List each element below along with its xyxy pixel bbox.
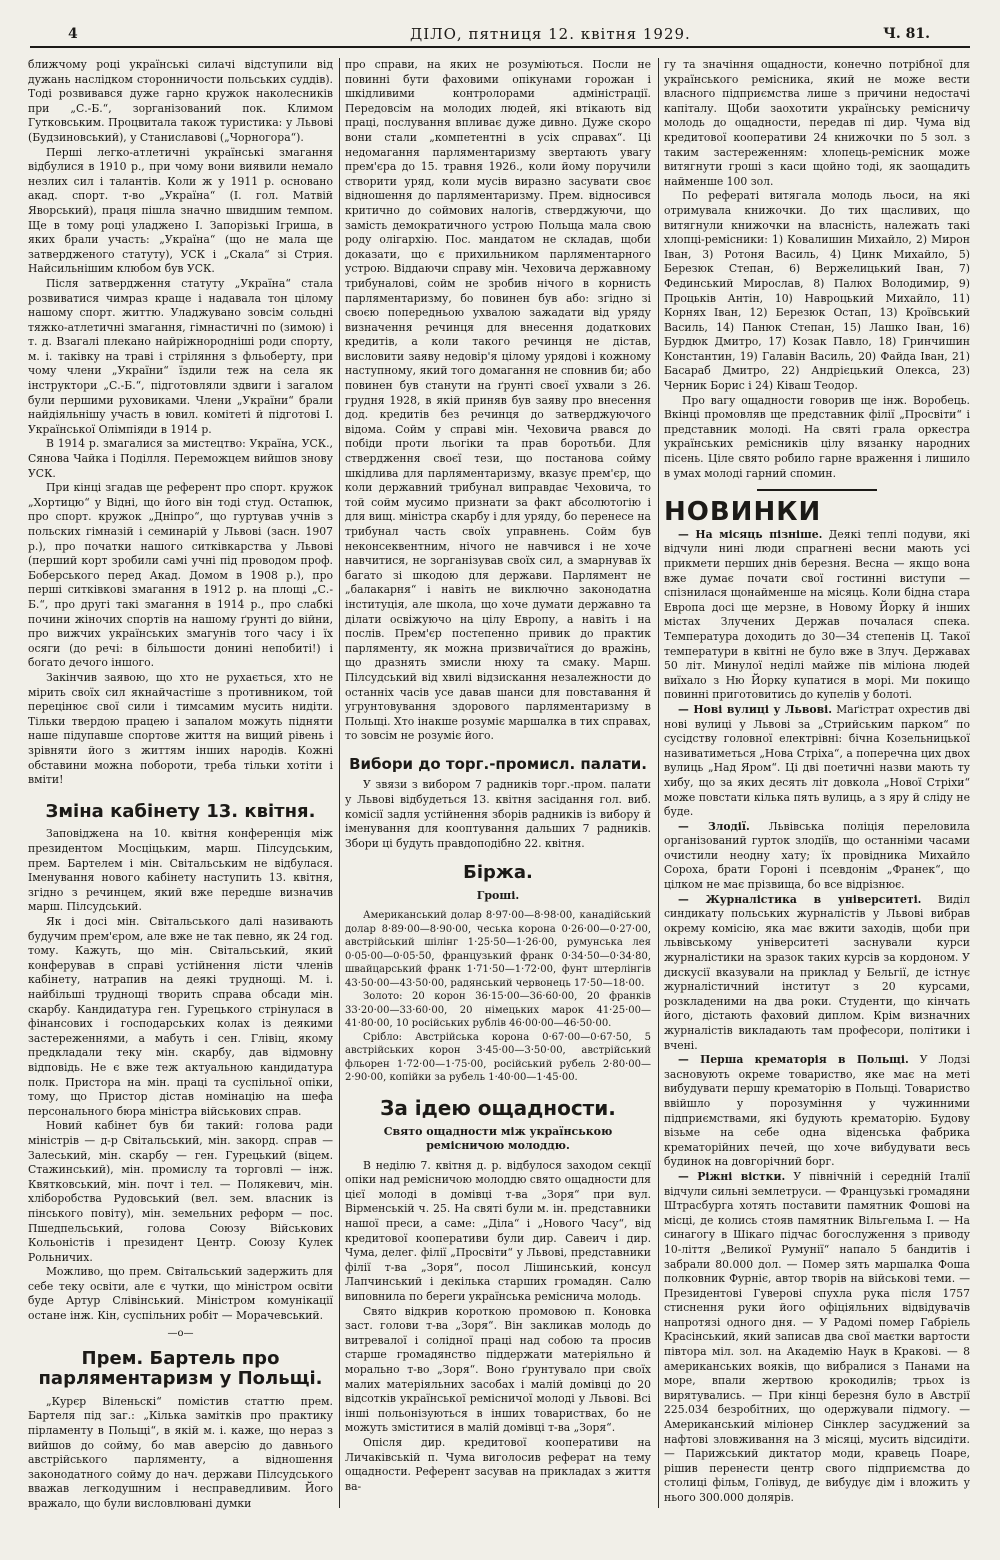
news-item-text: Виділ синдикату польських журналістів у Львові вибрав окрему комісію, яка має вжити заходів, щоби при львівському університеті заснували курси журналістики на зразок таких курсів за кордоном. У дискусії вказували на приклад у Бельгії, де істнує журналістичний інститут з 20 курсами, розкладеними на два роки. Студенти, що кінчать його, дістають фаховий диплом. Крім визначних журналістів викладають там професори, політики і вчені.: [664, 892, 970, 1052]
column-divider: [339, 58, 340, 1508]
article-paragraph: Заповіджена на 10. квітня конференція між президентом Мосціцьким, марш. Пілсудським, прем. Бартелем і мін. Світальським не відбулася. Іменування нового кабінету наступить 13. квітня, згідно з речинцем, який вже передше визначив марш. Пілсудський.: [28, 827, 333, 914]
news-item-text: У північній і середній Італії відчули сильні землетруси. — Французькі громадяни Штрасбурга хотять поставити памятник Фошові на місці, де колись стояв памятник Вільгельма І. — На синагогу в Шікаго підчас богослуження з приводу 10-ліття „Великої Румунії“ напало 5 бандитів і забрали 80.000 дол. — Помер зять маршалка Фоша полковник Фурніє, автор творів на військові теми. — Президентові Гуверові спухла рука після 1757 стиснення руки його офіціяльних відвідувачів напротязі одного дня. — У Радомі помер Габріель Красінський, який записав два свої маєтки вартости півтора міл. зол. на Академію Наук в Кракові. — 8 американських вояків, що вибралися з Панами на море, впали жертвою крокодилів; трьох із вирятувались. — При кінці березня було в Австрії 225.034 безробітних, що одержували підмогу. — Американський міліонер Сінклер засуджений за нафтові зловживання на 3 місяці, мусить відсидіти. — Парижський диктатор моди, кравець Поаре, рішив перенести центр свого підприємства до столиці фільм, Голівуд, де вибудує дім і вложить у нього 300.000 долярів.: [664, 1169, 971, 1504]
article-paragraph: Про вагу ощадности говорив ще інж. Воробець. Вкінці промовляв ще представник філії „Просвіти“ і представник молоді. На святі грала оркестра українських ремісників цілу вязанку народних пісень. Ціле свято робило гарне враження і лишило в умах молоді гарний спомин.: [664, 393, 970, 480]
section-divider: [757, 489, 877, 491]
article-paragraph: ближчому році українські силачі відступили від дужань наслідком сторонничости польських суддів). Тоді розвивався дуже гарно кружок наколесників при „С.-Б.“, зорганізований пок. Климом Гутковським. Процвитала також туристика: у Львові (Будзиновський), у Станиславові („Чорногора“).: [28, 58, 333, 144]
newspaper-title: ДІЛО, пятниця 12. квітня 1929.: [410, 25, 691, 43]
article-paragraph: У звязи з вибором 7 радників торг.-пром. палати у Львові відбудеться 13. квітня засідання гол. виб. комісії задля устійнення зборів радників із вибору й іменування для кооптування дальших 7 радників. Збори ці будуть правдоподібно 22. квітня.: [345, 778, 651, 850]
news-item-title: — На місяць пізніше.: [678, 527, 823, 541]
bourse-gold: Золото: 20 корон 36·15·00—36·60·00, 20 франків 33·20·00—33·60·00, 20 німецьких марок 41·25·00—41·80·00, 10 російських рублів 46·00·00—46·50·00.: [345, 991, 651, 1030]
news-item: [664, 820, 970, 893]
headline-thrift: За ідею ощадности.: [380, 1095, 616, 1120]
news-item: [664, 703, 970, 820]
article-paragraph: Після затвердження статуту „Україна“ стала розвиватися чимраз краще і надавала тон цілому нашому спорт. життю. Уладжувано зовсім сольдні тяжко-атлетичні змагання, гімнастичні по (зимою) і т. д. Взагалі плекано найріжнородніші роди спорту, м. і. таківку на траві і стріляння з фльоберту, при чому члени „України“ їздили теж на села як інструктори „С.-Б.“, підготовляли здвиги і загалом були першими руховиками. Члени „України“ брали найдіяльнішу участь в ювил. комітеті й підготові І. Української Олімпіяди в 1914 р.: [28, 276, 333, 436]
bourse-rates: [345, 909, 651, 1085]
news-item: [664, 893, 970, 1054]
article-paragraph: Новий кабінет був би такий: голова ради міністрів — д-р Світальський, мін. закорд. справ — Залеський, мін. скарбу — ген. Гурецький (віцем. Стажинський), мін. промислу та торговлі — інж. Квятковський, мін. почт і тел. — Полякевич, мін. хліборобства Рудовський (вел. зем. власник із пінського повіту), мін. земельних реформ — пос. Пшедпельський, голова Союзу Військових Кольоністів і президент Центр. Союзу Кулек Рольничих.: [28, 1119, 333, 1264]
article-paragraph: гу та значіння ощадности, конечно потрібної для українського ремісника, який не може вести власного підприємства лише з причини недостачі капіталу. Щоби заохотити українську ремісничу молодь до ощадности, передав пі дир. Чума від кредитової кооперативи 24 книжочки по 5 зол. з таким застереженням: хлопець-ремісник може витягнути гроші з каси щойно тоді, як заощадить найменше 100 зол.: [664, 58, 970, 188]
article-paragraph: В неділю 7. квітня д. р. відбулося заходом секції опіки над ремісничою молоддю свято ощадности для цієї молоді в домівці т-ва „Зоря“ при вул. Вірменській ч. 25. На святі були м. ін. представники нашої преси, а саме: „Діла“ і „Нового Часу“, від кредитової кооперативи були дир. Савеич і дир. Чума, делег. філії „Просвіти“ у Львові, представники філії т-ва „Зоря“, посол Лішинський, консул Лапчинський і декілька старших громадян. Салю виповнила по береги українська ремісничa молодь.: [345, 1158, 651, 1304]
article-paragraph: Закінчив заявою, що хто не рухається, хто не мірить своїх сил якнайчастіше з противником, той перецінює свої сили і тимсамим мусить нидіти. Тільки твердою працею і запалом можуть підняти наше підупавше спортове життя на вищий рівень і зрівняти його з життям інших народів. Кожні обставини можна побороти, треба тільки хотіти і вміти!: [28, 670, 333, 787]
headline-bartel-parliament: Прем. Бартель про парляментаризм у Польщі.: [38, 1348, 323, 1390]
page-number: 4: [68, 26, 78, 42]
article-paragraph: По рефераті витягала молодь льоси, на які отримувала книжочки. До тих щасливих, що витягнули книжочки на власність, належать такі хлопці-ремісники: 1) Ковалишин Михайло, 2) Мирон Іван, 3) Ротоня Василь, 4) Цинк Михайло, 5) Березюк Степан, 6) Вержелицький Іван, 7) Фединський Мирослав, 8) Палюх Володимир, 9) Процьків Антін, 10) Навроцький Михайло, 11) Корнях Іван, 12) Березюк Остап, 13) Кроївський Василь, 14) Панюк Степан, 15) Лашко Іван, 16) Бурдюк Дмитро, 17) Козак Павло, 18) Гринчишин Константин, 19) Галавін Василь, 20) Файда Іван, 21) Басараб Дмитро, 22) Андрієцький Олекса, 23) Черник Борис і 24) Ківаш Теодор.: [664, 189, 970, 393]
news-item: [664, 1170, 970, 1506]
news-item-title: — Ріжні вістки.: [678, 1169, 786, 1183]
column-3: [664, 58, 970, 1506]
bourse-subheading: Гроші.: [476, 889, 520, 903]
news-item-text: У Лодзі засновують окреме товариство, яке має на меті вибудувати першу крематорію в Польщі. Товариство ввійшло у порозуміння у чужинними підприємствами, які будують крематорію. Будову візьме на себе одна віденська фабрика крематорійних печей, що хоче вибудувати весь будинок на довгорічний борг.: [664, 1053, 970, 1169]
headline-chamber-elections: Вибори до торг.-промисл. палати.: [349, 754, 647, 773]
news-item-title: — Нові вулиці у Львові.: [678, 702, 832, 716]
news-item-title: — Перша крематорія в Польщі.: [678, 1053, 909, 1067]
article-paragraph: Як і досі мін. Світальського далі називають будучим прем'єром, але вже не так певно, як 24 год. тому. Кажуть, що мін. Світальський, який конферував в справі устійнення лісти членів кабінету, натрапив на деякі труднощі. М. і. найбільші труднощі творить справа обсади мін. скарбу. Кандидатура ген. Гурецького стрінулася в фінансових і господарських колах із деякими застереженнями, а мабуть і сен. Глівіц, якому предкладали теку мін. скарбу, дав відмовну відповідь. Не є вже теж актуальною кандидатура полк. Пристора на мін. праці та суспільної опіки, тому, що Пристор дістав номінацію на шефа персонального бюра міністра військових справ.: [28, 915, 333, 1118]
news-item-title: — Журналістика в університеті.: [678, 892, 922, 906]
article-paragraph: В 1914 р. змагалися за мистецтво: Україна, УСК., Сянова Чайка і Поділля. Переможцем вийшов знову УСК.: [28, 437, 333, 480]
article-paragraph: Опісля дир. кредитової кооперативи на Личаківській п. Чума виголосив реферат на тему ощадности. Референт засував на прикладах з життя ва-: [345, 1435, 651, 1493]
news-item-text: Деякі теплі подуви, які відчули нині люди спрагнені весни мають усі прикмети перших днів березня. Весна — якщо вона вже думає почати свої гостинні виступи — спізнилася щонайменше на місяць. Коли бідна стара Европа досі ще мерзне, в Новому Йорку й інших містах Злучених Держав почалася спека. Температура доходить до 30—34 степенів Ц. Такої температури в квітні не було вже в Злуч. Державах 50 літ. Минулої неділі майже пів міліона людей виїхало з Ню Йорку купатися в морі. Ми покищо повинні приготовитись до купелів у болоті.: [664, 527, 970, 702]
article-paragraph: При кінці згадав ще референт про спорт. кружок „Хортицю“ у Відні, що його він тоді студ. Остапюк, про спорт. кружок „Дніпро“, що гуртував учнів з польских гімназій і семинарій у Львові (засн. 1907 р.), про початки нашого ситківкарства у Львові (перший корт зробили самі учні під проводом проф. Боберського перед Акад. Домом в 1908 р.), про перші ситківкові змагання в 1912 р. на площі „С.-Б.“, про другі такі змагання в 1914 р., про слабкі почини жіночих спортів на нашому ґрунті до війни, про вижчих українських змагунів того часу і їх осяги (до речі: в більшости донині непобиті!) і богато дечого іншого.: [28, 481, 333, 670]
thrift-subheading: Свято ощадности між українською ремісничою молоддю.: [383, 1124, 613, 1152]
news-item: [664, 1053, 970, 1170]
headline-bourse: Біржа.: [463, 862, 533, 884]
page-header: [30, 22, 970, 48]
article-paragraph: „Курєр Віленьскі“ помістив статтю прем. Бартеля під заг.: „Кілька замітків про практику пірламенту в Польщі“, в якій м. і. каже, що нераз з вийшов до сойму, бо мав аверсію до давнього австрійського парляменту, а відношення законодатного сойму до нач. держави Пілсудського вважав легкодушним і несправедливим. Його вражало, що були висловлювані думки: [28, 1394, 333, 1511]
column-2: [345, 58, 651, 1494]
bourse-currencies: Американський долар 8·97·00—8·98·00, канадійський долар 8·89·00—8·90·00, чеська корона 0·26·00—0·27·00, австрійський шілінг 1·25·50—1·26·00, румунська лея 0·05·00—0·05·50, французький франк 0·34·50—0·34·80, швайцарський франк 1·71·50—1·72·00, фунт штерлінгів 43·50·00—43·50·00, радянський червонець 17·50—18·00.: [345, 910, 651, 989]
news-item-text: Львівська поліція переловила організований гурток злодіїв, що останніми часами очистили неодну хату; їх провідника Михайло Сороха, брати Гороні і псевдонім „Франек“, що цілком не має прізвища, бо все відрізнює.: [664, 819, 970, 892]
column-divider: [658, 58, 659, 1508]
bourse-silver: Срібло: Австрійська корона 0·67·00—0·67·50, 5 австрійських корон 3·45·00—3·50·00, австрійський фльорен 1·72·00—1·75·00, російський рубель 2·80·00—2·90·00, копійки за рубель 1·40·00—1·45·00.: [345, 1031, 651, 1084]
article-paragraph: Свято відкрив короткою промовою п. Коновка заст. голови т-ва „Зоря“. Він закликав молодь до витревалої і солідної праці над собою та просив старше громадянство піддержати матеріяльно й морально т-во „Зоря“. Воно ґрунтувало при своїх малих матеріяльних засобах і малій домівці до 20 відсотків українськoї ремісничої молоді у Львові. Всі інші польонізуються в інших товариствах, бо не можуть зміститися в малій домівці т-ва „Зоря“.: [345, 1304, 651, 1435]
article-paragraph: Можливо, що прем. Світальський задержить для себе теку освіти, але є чутки, що міністром освіти буде Артур Слівінський. Міністром комунікації остане інж. Кін, суспільних робіт — Морачевський.: [28, 1265, 333, 1323]
news-item-title: — Злодії.: [678, 819, 750, 833]
article-paragraph: Перші легко-атлетичні українські змагання відбулися в 1910 р., при чому вони виявили немало незлих сил і талантів. Коли ж у 1911 р. основано акад. спорт. т-во „Україна“ (І. гол. Матвій Яворський), праця пішла значно швидшим темпом. Ще в тому році уладжено І. Запорізькі Ігриша, в яких брали участь: „Україна“ (що не мала ще затвердженого статуту), УСК і „Скала“ зі Стрия. Найсильнішим клюбом був УСК.: [28, 145, 333, 276]
news-item-text: Маґістрат охрестив дві нові вулиці у Львові за „Стрийським парком“ по сусідству головної електрівні: бічна Козельницької називатиметься „Нова Стріха“, а поперечна цих двох вулиць „Над Яром“. Ці дві поетичні назви мають ту хибу, що за яких десять літ довкола „Нової Стріхи“ може повстати кілька пять вулиць, а з яру й сліду не буде.: [664, 702, 971, 819]
section-separator: —о—: [167, 1327, 194, 1339]
headline-cabinet-change: Зміна кабінету 13. квітня.: [45, 800, 316, 822]
news-list: [664, 528, 970, 1506]
news-section-title: НОВИНКИ: [664, 497, 822, 528]
column-1: [28, 58, 333, 1512]
article-paragraph: про справи, на яких не розуміються. Посли не повинні бути фаховими опікунами горожан і шкідливими контролорами адміністрації. Передовсім на молодих людей, які втікають від праці, послування впливає дуже дивно. Дуже скоро вони стали „компетентні в усіх справах“. Ці недомагання парляментаризму звертають увагу прем'єра до 15. травня 1926., коли йому поручили створити уряд, коли мусів виразно засувати своє відношення до парляментаризму. Прем. відносився критично до соймових налогів, стверджуючи, що замість демократичного устрою Польща мала свою роду олігархію. Пос. мандатом не складав, щоби доказати, що є прихильником парляментарного устрою. Віддаючи справу мін. Чеховича державному трибуналові, сойм не зробив нічого в корнисть парляментаризму, бо повинен був або: згідно зі своєю попередньою ухвалою зажадати від уряду визначення речинця для внесення додаткових кредитів, а коли такого речинця не дістав, висловити заяву недовір'я цілому урядові і кожному наступному, який того домагання не сповнив би; або повинен був станути на ґрунті своєї ухвали з 26. грудня 1928, в якій приняв був заяву про внесення дод. кредитів без речинця до затверджуючого відома. Сойм у справі мін. Чеховича рвався до побіди проти льогіки та прав боротьби. Для ствердження своєї тези, що постанова сойму шкідлива для парляментаризму, вказує прем'єр, що коли державний трибунал виправдає Чеховича, то той сойм мусимо признати за факт абсолютогію і для вищ. міністра скарбу і для уряду, бо перенесе на трибунал часть своїх управнень. Сойм був неконсеквентним, нічого не навчився і не хоче навчитися, не зорганізував своїх сил, а змарнував їх багато зі шкодою для держави. Парлямент не „балакарня“ і навіть не виключно законодатна інституція, але школа, що хоче думати державно та ділати освіжуючо на цілу Европу, а навіть і на послів. Прем'єр постепенно привик до практик парляменту, як можна призвичаїтися до вражінь, що дразнять змисли нюху та смаку. Марш. Пілсудський від хвилі відзискання незалежности до останніх часів усе давав шанси для повставання й угрунтовування здорового парляментаризму в Польщі. Хто інакше розуміє маршалка в тих справах, то зовсім не розуміє його.: [345, 58, 651, 743]
issue-number: Ч. 81.: [883, 26, 930, 42]
news-item: [664, 528, 970, 703]
